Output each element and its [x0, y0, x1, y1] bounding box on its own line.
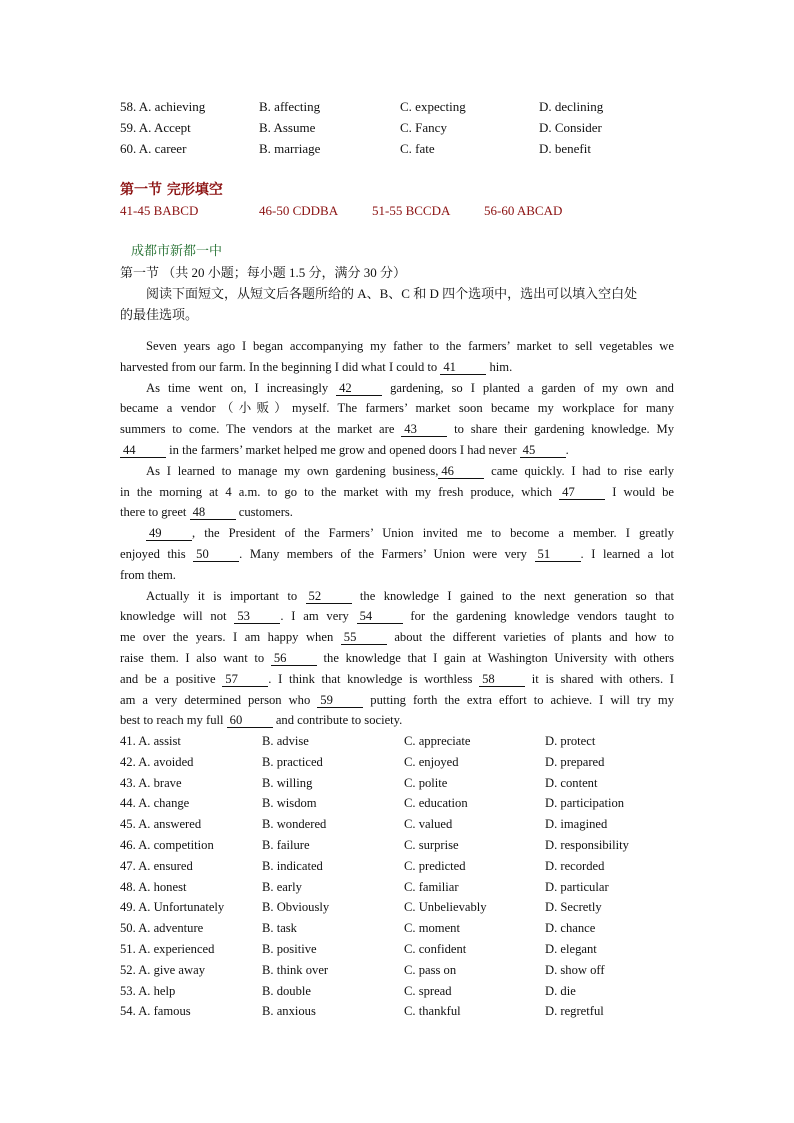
instructions-row	[0, 304, 794, 325]
option-c: C. predicted	[404, 858, 466, 873]
option-b: B. double	[262, 983, 311, 998]
blank-57: 57	[222, 672, 268, 687]
blank-58: 58	[479, 672, 525, 687]
passage-line: me over the years. I am happy when 55 about the different varieties of plants and how to	[120, 630, 674, 645]
option-c: C. education	[404, 796, 468, 811]
option-a: 41. A. assist	[120, 734, 181, 748]
option-d: D. chance	[545, 921, 596, 936]
blank-47: 47	[559, 485, 605, 500]
option-c: C. polite	[404, 775, 448, 790]
option-c: C. pass on	[404, 962, 457, 977]
answer-41-45: 41-45 BABCD	[120, 203, 199, 218]
option-c: C. Unbelievably	[404, 900, 487, 915]
blank-41: 41	[440, 360, 486, 375]
passage-line: and be a positive 57 . I think that knowledge is worthless 58 it is shared with others. I	[120, 671, 674, 686]
option-b: B. positive	[262, 941, 317, 956]
option-d: D. elegant	[545, 941, 597, 956]
option-b: B. marriage	[259, 141, 321, 156]
option-row	[0, 939, 794, 960]
option-a: 42. A. avoided	[120, 754, 194, 769]
option-b: B. early	[262, 879, 302, 894]
passage-line: best to reach my full 60 and contribute to society.	[120, 713, 403, 728]
option-b: B. wisdom	[262, 796, 317, 811]
blank-51: 51	[535, 547, 581, 562]
option-a: 45. A. answered	[120, 817, 202, 832]
option-b: B. failure	[262, 837, 310, 852]
option-d: D. Secretly	[545, 900, 602, 915]
option-a: 54. A. famous	[120, 1004, 191, 1019]
option-d: D. participation	[545, 796, 625, 811]
option-row	[0, 877, 794, 898]
option-row	[0, 835, 794, 856]
option-a: 51. A. experienced	[120, 941, 215, 956]
option-c: C. familiar	[404, 879, 459, 894]
option-a: 52. A. give away	[120, 962, 205, 977]
blank-52: 52	[306, 589, 352, 604]
instructions-line-1: 阅读下面短文，从短文后各题所给的 A、B、C 和 D 四个选项中，选出可以填入空白处	[146, 286, 638, 301]
option-b: B. task	[262, 921, 297, 936]
option-b: B. affecting	[259, 99, 321, 114]
blank-54: 54	[357, 609, 403, 624]
blank-42: 42	[336, 381, 382, 396]
answer-51-55: 51-55 BCCDA	[372, 203, 451, 218]
option-d: D. imagined	[545, 817, 608, 832]
option-row	[0, 981, 794, 1002]
passage-line: from them.	[120, 567, 176, 582]
option-d: D. show off	[545, 962, 605, 977]
option-b: B. Obviously	[262, 900, 330, 915]
school-row	[0, 241, 794, 262]
option-d: D. protect	[545, 734, 596, 748]
option-c: C. spread	[404, 983, 452, 998]
blank-48: 48	[190, 505, 236, 520]
option-row	[0, 138, 794, 159]
option-c: C. moment	[404, 921, 460, 936]
option-d: D. die	[545, 983, 576, 998]
option-b: B. anxious	[262, 1004, 316, 1019]
option-d: D. particular	[545, 879, 609, 894]
option-c: C. Fancy	[400, 120, 447, 135]
option-a: 47. A. ensured	[120, 858, 193, 873]
option-row	[0, 96, 794, 117]
option-d: D. prepared	[545, 754, 605, 769]
passage-line: As time went on, I increasingly 42 gardening, so I planted a garden of my own and	[146, 380, 674, 395]
blank-49: 49	[146, 526, 192, 541]
blank-45: 45	[520, 443, 566, 458]
blank-55: 55	[341, 630, 387, 645]
option-d: D. content	[545, 775, 598, 790]
passage-line: am a very determined person who 59 putting forth the extra effort to achieve. I will try my	[120, 692, 674, 707]
answer-heading: 第一节 完形填空	[120, 182, 223, 198]
option-row	[0, 814, 794, 835]
option-d: D. responsibility	[545, 837, 629, 852]
option-d: D. declining	[539, 99, 604, 114]
passage-line: As I learned to manage my own gardening business, 46 came quickly. I had to rise early	[146, 463, 674, 478]
section-title: 第一节 （共 20 小题；每小题 1.5 分，满分 30 分）	[120, 265, 407, 280]
blank-46: 46	[438, 464, 484, 479]
answer-46-50: 46-50 CDDBA	[259, 203, 339, 218]
answer-heading-row	[0, 180, 794, 201]
option-c: C. thankful	[404, 1004, 461, 1019]
blank-44: 44	[120, 443, 166, 458]
section-title-row	[0, 262, 794, 283]
option-b: B. wondered	[262, 817, 327, 832]
option-row	[0, 117, 794, 138]
option-a: 50. A. adventure	[120, 921, 204, 936]
option-c: C. expecting	[400, 99, 466, 114]
option-row	[0, 918, 794, 939]
cloze-options	[0, 731, 794, 1022]
passage-line: knowledge will not 53 . I am very 54 for the gardening knowledge vendors taught to	[120, 609, 674, 624]
option-row	[0, 856, 794, 877]
option-b: B. advise	[262, 734, 309, 748]
passage-line: in the morning at 4 a.m. to go to the market with my fresh produce, which 47 I would be	[120, 484, 674, 499]
option-row	[0, 960, 794, 981]
instructions-line-2: 的最佳选项。	[120, 307, 199, 322]
option-row	[0, 773, 794, 794]
blank-56: 56	[271, 651, 317, 666]
option-d: D. Consider	[539, 120, 602, 135]
option-d: D. regretful	[545, 1004, 604, 1019]
passage-line: Actually it is important to 52 the knowledge I gained to the next generation so that	[146, 588, 674, 603]
option-c: C. confident	[404, 941, 467, 956]
option-b: B. practiced	[262, 754, 323, 769]
option-b: B. think over	[262, 962, 329, 977]
passage-line: 44 in the farmers’ market helped me grow and opened doors I had never 45 .	[120, 440, 674, 461]
option-a: 48. A. honest	[120, 879, 187, 894]
option-d: D. benefit	[539, 141, 591, 156]
option-c: C. enjoyed	[404, 754, 459, 769]
option-row	[0, 897, 794, 918]
passage-line: there to greet 48 customers.	[120, 505, 293, 520]
blank-60: 60	[227, 713, 273, 728]
passage-line: harvested from our farm. In the beginning I did what I could to 41 him.	[120, 359, 513, 374]
option-row	[0, 752, 794, 773]
answer-56-60: 56-60 ABCAD	[484, 203, 563, 218]
cloze-passage	[120, 336, 674, 731]
option-a: 59. A. Accept	[120, 120, 191, 135]
option-a: 44. A. change	[120, 796, 190, 811]
blank-50: 50	[193, 547, 239, 562]
option-a: 46. A. competition	[120, 837, 214, 852]
school-name: 成都市新都一中	[131, 244, 223, 259]
option-a: 49. A. Unfortunately	[120, 900, 225, 915]
option-c: C. appreciate	[404, 734, 471, 748]
option-row	[0, 1001, 794, 1022]
option-a: 43. A. brave	[120, 775, 182, 790]
answer-key	[0, 200, 794, 221]
option-d: D. recorded	[545, 858, 605, 873]
option-a: 53. A. help	[120, 983, 176, 998]
option-b: B. willing	[262, 775, 313, 790]
option-row	[0, 793, 794, 814]
passage-line: summers to come. The vendors at the market are 43 to share their gardening knowledge. My	[120, 422, 674, 437]
option-row	[0, 731, 794, 752]
option-c: C. surprise	[404, 837, 459, 852]
passage-line: raise them. I also want to 56 the knowledge that I gain at Washington University with others	[120, 650, 674, 665]
option-b: B. Assume	[259, 120, 316, 135]
option-a: 58. A. achieving	[120, 99, 206, 114]
blank-43: 43	[401, 422, 447, 437]
instructions-row	[0, 283, 794, 304]
option-c: C. fate	[400, 141, 435, 156]
passage-line: became a vendor（小贩）myself. The farmers’ market soon became my workplace for many	[120, 401, 674, 416]
blank-53: 53	[234, 609, 280, 624]
passage-line: enjoyed this 50 . Many members of the Farmers’ Union were very 51 . I learned a lot	[120, 546, 674, 561]
blank-59: 59	[317, 693, 363, 708]
option-a: 60. A. career	[120, 141, 187, 156]
passage-line: 49 , the President of the Farmers’ Union invited me to become a member. I greatly	[120, 523, 674, 544]
option-c: C. valued	[404, 817, 453, 832]
option-b: B. indicated	[262, 858, 323, 873]
passage-line: Seven years ago I began accompanying my father to the farmers’ market to sell vegetables we	[146, 339, 674, 353]
